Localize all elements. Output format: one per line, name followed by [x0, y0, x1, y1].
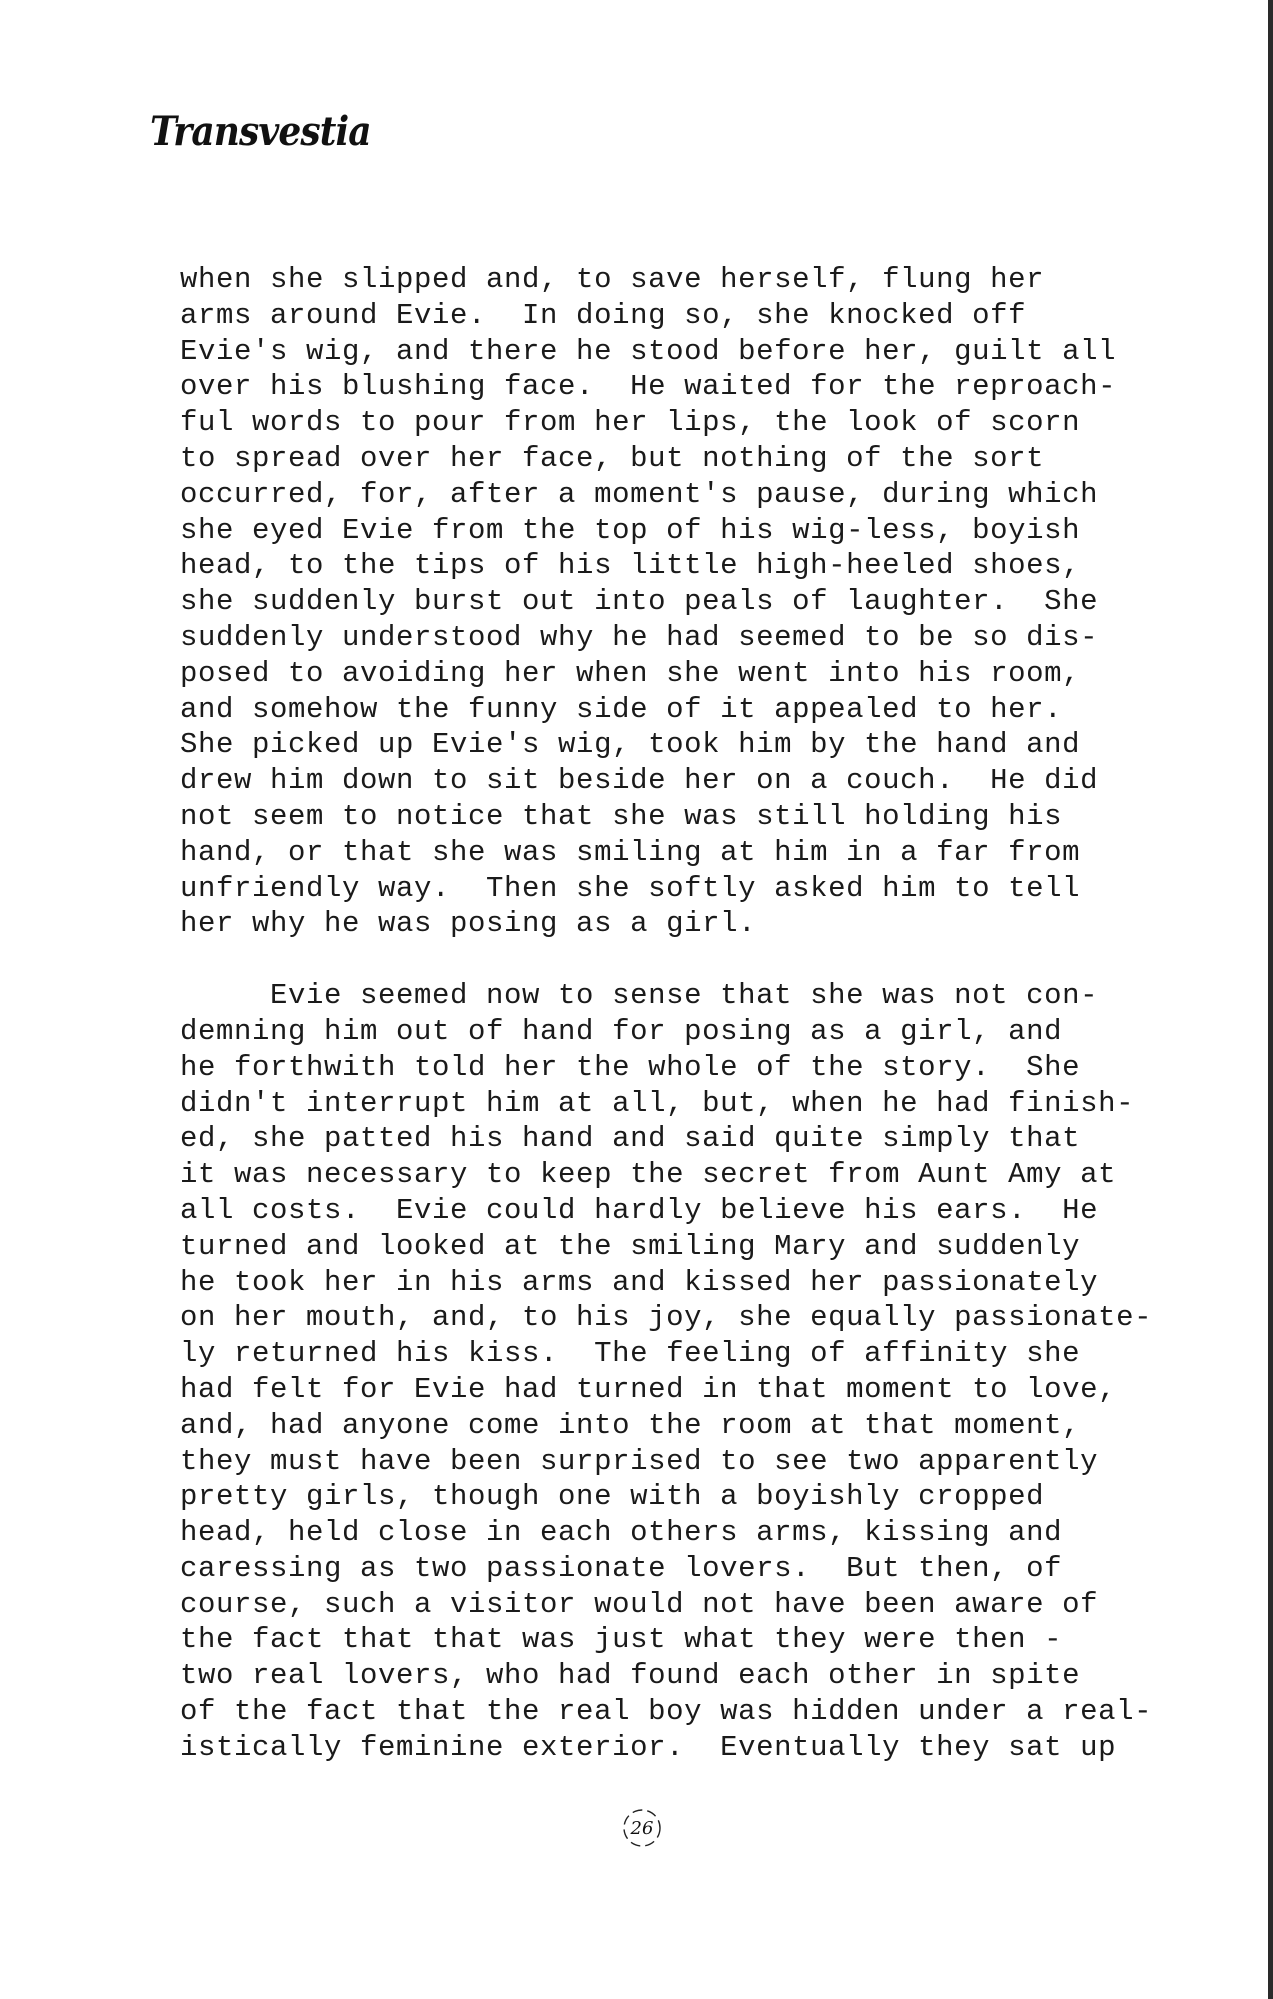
- text-line: pretty girls, though one with a boyishly cropped: [180, 1480, 1045, 1514]
- text-line: head, held close in each others arms, kissing and: [180, 1516, 1063, 1550]
- text-line: her why he was posing as a girl.: [180, 907, 757, 941]
- text-line: ly returned his kiss. The feeling of affinity she: [180, 1337, 1081, 1371]
- body-text: [180, 262, 1153, 1766]
- page-number-label: 26: [630, 1817, 654, 1839]
- text-line: ed, she patted his hand and said quite simply that: [180, 1122, 1081, 1156]
- text-line: she eyed Evie from the top of his wig-less, boyish: [180, 513, 1081, 547]
- text-line: head, to the tips of his little high-heeled shoes,: [180, 549, 1081, 583]
- text-line: had felt for Evie had turned in that moment to love,: [180, 1372, 1117, 1406]
- text-line: on her mouth, and, to his joy, she equally passionate-: [180, 1301, 1153, 1335]
- text-line: She picked up Evie's wig, took him by the hand and: [180, 728, 1081, 762]
- text-line: it was necessary to keep the secret from Aunt Amy at: [180, 1158, 1117, 1192]
- text-line: he forthwith told her the whole of the story. She: [180, 1050, 1081, 1084]
- text-line: didn't interrupt him at all, but, when he had finish-: [180, 1086, 1135, 1120]
- text-line: when she slipped and, to save herself, flung her: [180, 263, 1045, 296]
- text-line: and, had anyone come into the room at that moment,: [180, 1408, 1081, 1442]
- text-line: occurred, for, after a moment's pause, during which: [180, 477, 1099, 511]
- text-line: all costs. Evie could hardly believe his ears. He: [180, 1193, 1099, 1227]
- text-line: of the fact that the real boy was hidden under a real-: [180, 1695, 1153, 1729]
- text-line: she suddenly burst out into peals of laughter. She: [180, 585, 1099, 619]
- page-edge-shadow: [1268, 0, 1273, 1999]
- text-line: suddenly understood why he had seemed to be so dis-: [180, 620, 1099, 654]
- text-line: arms around Evie. In doing so, she knocked off: [180, 298, 1027, 332]
- text-line: two real lovers, who had found each other in spite: [180, 1659, 1081, 1693]
- page-number: [618, 1804, 666, 1852]
- text-line: he took her in his arms and kissed her passionately: [180, 1265, 1099, 1299]
- text-line: drew him down to sit beside her on a couch. He did: [180, 764, 1099, 798]
- text-line: Evie seemed now to sense that she was not con-: [180, 979, 1099, 1013]
- text-line: caressing as two passionate lovers. But then, of: [180, 1551, 1063, 1585]
- text-line: ful words to pour from her lips, the look of scorn: [180, 406, 1081, 440]
- text-line: posed to avoiding her when she went into his room,: [180, 656, 1081, 690]
- text-line: over his blushing face. He waited for the reproach-: [180, 370, 1117, 404]
- paragraph-2: [180, 978, 1153, 1766]
- publication-masthead: Transvestia: [150, 108, 371, 155]
- text-line: hand, or that she was smiling at him in a far from: [180, 835, 1081, 869]
- text-line: Evie's wig, and there he stood before her, guilt all: [180, 334, 1117, 368]
- text-line: unfriendly way. Then she softly asked him to tell: [180, 871, 1081, 905]
- text-line: and somehow the funny side of it appealed to her.: [180, 692, 1063, 726]
- text-line: to spread over her face, but nothing of the sort: [180, 441, 1045, 475]
- paragraph-1: [180, 262, 1140, 942]
- text-line: turned and looked at the smiling Mary and suddenly: [180, 1229, 1081, 1263]
- text-line: istically feminine exterior. Eventually they sat up: [180, 1730, 1117, 1764]
- text-line: not seem to notice that she was still holding his: [180, 799, 1063, 833]
- page-number-circle-icon: [618, 1804, 666, 1852]
- text-line: the fact that that was just what they were then -: [180, 1623, 1063, 1657]
- text-line: they must have been surprised to see two apparently: [180, 1444, 1099, 1478]
- text-line: demning him out of hand for posing as a girl, and: [180, 1014, 1063, 1048]
- text-line: course, such a visitor would not have been aware of: [180, 1587, 1099, 1621]
